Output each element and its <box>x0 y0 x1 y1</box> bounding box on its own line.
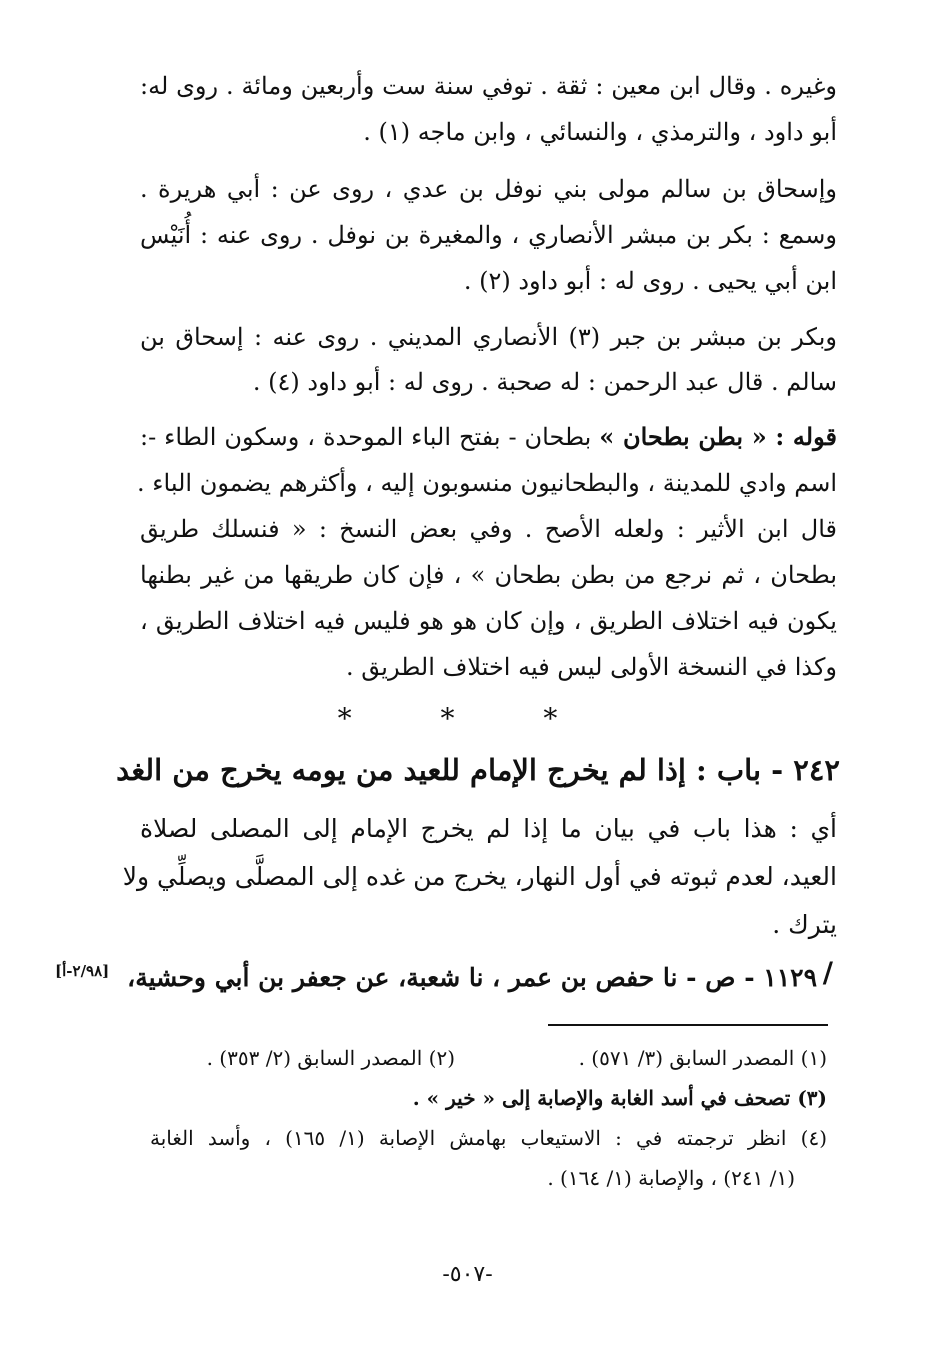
text-line: اسم وادي للمدينة ، والبطحانيون منسوبون إليه ، وأكثرهم يضمون الباء . <box>137 469 837 497</box>
footnote-4: (٤) انظر ترجمته في : الاستيعاب بهامش الإصابة (١/ ١٦٥) ، وأسد الغابة <box>150 1126 827 1150</box>
footnote-4-continued: (١/ ٢٤١) ، والإصابة (١/ ١٦٤) . <box>547 1166 795 1190</box>
footnote-1: (١) المصدر السابق (٣/ ٥٧١) . <box>578 1046 827 1070</box>
quoted-term: قوله : « بطن بطحان » <box>599 422 837 451</box>
text-line: أي : هذا باب في بيان ما إذا لم يخرج الإمام إلى المصلى لصلاة <box>140 814 837 843</box>
footnote-3: (٣) تصحف في أسد الغابة والإصابة إلى « خير » . <box>412 1086 827 1110</box>
text-line: وكذا في النسخة الأولى ليس فيه اختلاف الطريق . <box>346 653 837 681</box>
text-line: قال ابن الأثير : ولعله الأصح . وفي بعض النسخ : « فنسلك طريق <box>140 515 837 543</box>
text-span: بطحان - بفتح الباء الموحدة ، وسكون الطاء -: <box>140 423 592 451</box>
text-line: بطحان ، ثم نرجع من بطن بطحان » ، فإن كان طريقها من غير بطنها <box>140 561 837 589</box>
footnote-divider <box>548 1024 828 1026</box>
text-line: يترك . <box>772 910 837 939</box>
text-line <box>140 418 837 456</box>
text-line: وبكر بن مبشر بن جبر (٣) الأنصاري المديني . روى عنه : إسحاق بن <box>140 323 837 351</box>
hadith-text: ١١٢٩ - ص - نا حفص بن عمر ، نا شعبة، عن جعفر بن أبي وحشية، <box>127 963 817 992</box>
text-line: وسمع : بكر بن مبشر الأنصاري ، والمغيرة بن نوفل . روى عنه : أُنَيْس <box>140 221 837 249</box>
text-line: سالم . قال عبد الرحمن : له صحبة . روى له : أبو داود (٤) . <box>252 368 837 396</box>
text-line: العيد، لعدم ثبوته في أول النهار، يخرج من غده إلى المصلَّى ويصلِّي ولا <box>122 862 837 891</box>
text-line: ابن أبي يحيى . روى له : أبو داود (٢) . <box>463 267 837 295</box>
page-break-slash: / <box>822 956 833 989</box>
chapter-heading: ٢٤٢ - باب : إذا لم يخرج الإمام للعيد من يومه يخرج من الغد <box>116 753 840 787</box>
text-line: أبو داود ، والترمذي ، والنسائي ، وابن ماجه (١) . <box>363 118 837 146</box>
margin-reference: [٢/٩٨-أ] <box>55 962 110 980</box>
section-separator: * * * <box>337 702 598 735</box>
page-number: -٥٠٧- <box>442 1262 493 1287</box>
text-line: وغيره . وقال ابن معين : ثقة . توفي سنة ست وأربعين ومائة . روى له: <box>140 72 837 100</box>
footnote-2: (٢) المصدر السابق (٢/ ٣٥٣) . <box>206 1046 455 1070</box>
text-line: يكون فيه اختلاف الطريق ، وإن كان هو هو فليس فيه اختلاف الطريق ، <box>140 607 837 635</box>
text-line: وإسحاق بن سالم مولى بني نوفل بن عدي ، روى عن : أبي هريرة . <box>140 175 837 203</box>
